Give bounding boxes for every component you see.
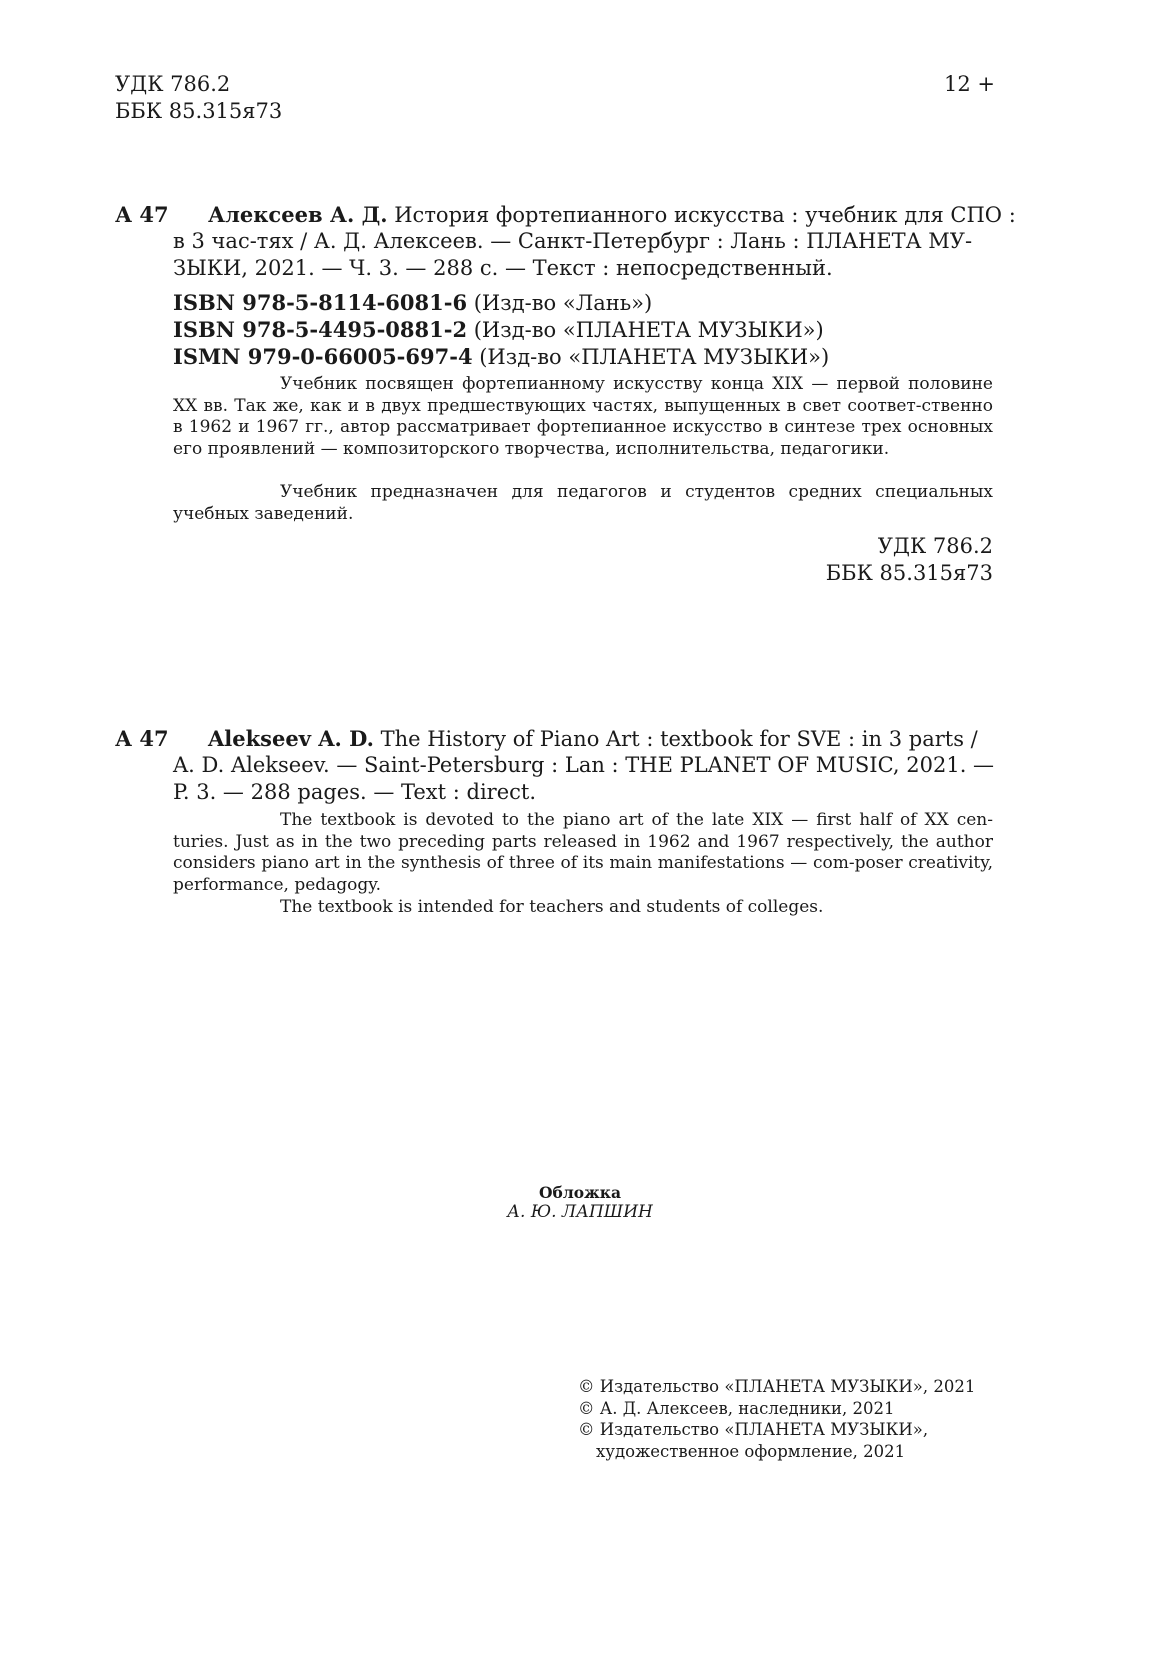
- en-line3: P. 3. — 288 pages. — Text : direct.: [173, 780, 537, 804]
- ru-abstract: Учебник посвящен фортепианному искусству конца XIX — первой половине XX вв. Так же, как и в двух предшествующих частях, выпущенных в свет соответ-ственно в 1962 и 1967 гг., автор рассматривает фортепианное искусство в синтезе трех основных его проявлений — композиторского творчества, исполнительства, педагогики.: [173, 374, 993, 459]
- udk-top: УДК 786.2: [115, 72, 231, 96]
- isbn-publisher: (Изд-во «ПЛАНЕТА МУЗЫКИ»): [467, 318, 824, 342]
- ru-line3: ЗЫКИ, 2021. — Ч. 3. — 288 с. — Текст : непосредственный.: [173, 256, 833, 280]
- ismn-line: [173, 342, 829, 372]
- ru-author: Алексеев А. Д.: [208, 202, 388, 227]
- ru-line2: в 3 час-тях / А. Д. Алексеев. — Санкт-Петербург : Лань : ПЛАНЕТА МУ-: [173, 229, 973, 253]
- ru-line1: [208, 200, 1016, 230]
- cover-artist: А. Ю. ЛАПШИН: [507, 1202, 653, 1222]
- copyright-block: [578, 1376, 975, 1462]
- bbk-top: ББК 85.315я73: [115, 99, 283, 123]
- ru-purpose: Учебник предназначен для педагогов и студентов средних специальных учебных заведений.: [173, 482, 993, 524]
- isbn-publisher: (Изд-во «ПЛАНЕТА МУЗЫКИ»): [472, 345, 830, 369]
- isbn-publisher: (Изд-во «Лань»): [467, 291, 653, 315]
- isbn-number: ISBN 978-5-8114-6081-6: [173, 290, 468, 315]
- age-rating: 12 +: [944, 72, 995, 96]
- en-abstract: The textbook is devoted to the piano art of the late XIX — first half of XX cen-turies. Just as in the two preceding parts released in 1962 and 1967 respectively, the author considers piano art in the synthesis of three of its main manifestations — com-poser creativity, performance, pedagogy.: [173, 810, 993, 895]
- isbn-number: ISMN 979-0-66005-697-4: [173, 344, 473, 369]
- ru-code: А 47: [115, 202, 169, 227]
- isbn-number: ISBN 978-5-4495-0881-2: [173, 317, 468, 342]
- copyright-line: © А. Д. Алексеев, наследники, 2021: [578, 1398, 895, 1418]
- ru-title: История фортепианного искусства : учебник для СПО :: [387, 203, 1016, 227]
- bbk-bottom: ББК 85.315я73: [825, 561, 993, 585]
- copyright-line: художественное оформление, 2021: [596, 1441, 906, 1461]
- en-author: Alekseev A. D.: [208, 726, 374, 751]
- isbn-line: [173, 315, 824, 345]
- copyright-line: © Издательство «ПЛАНЕТА МУЗЫКИ»,: [578, 1420, 929, 1439]
- en-title: The History of Piano Art : textbook for SVE : in 3 parts /: [373, 727, 978, 751]
- en-purpose: The textbook is intended for teachers and students of colleges.: [280, 897, 824, 917]
- cover-label: Обложка: [539, 1183, 621, 1202]
- isbn-line: [173, 288, 652, 318]
- copyright-line: © Издательство «ПЛАНЕТА МУЗЫКИ», 2021: [578, 1377, 976, 1396]
- en-line1: [208, 724, 978, 754]
- en-line2: A. D. Alekseev. — Saint-Petersburg : Lan : THE PLANET OF MUSIC, 2021. —: [173, 753, 995, 777]
- udk-bottom: УДК 786.2: [877, 534, 993, 558]
- en-code: А 47: [115, 726, 169, 751]
